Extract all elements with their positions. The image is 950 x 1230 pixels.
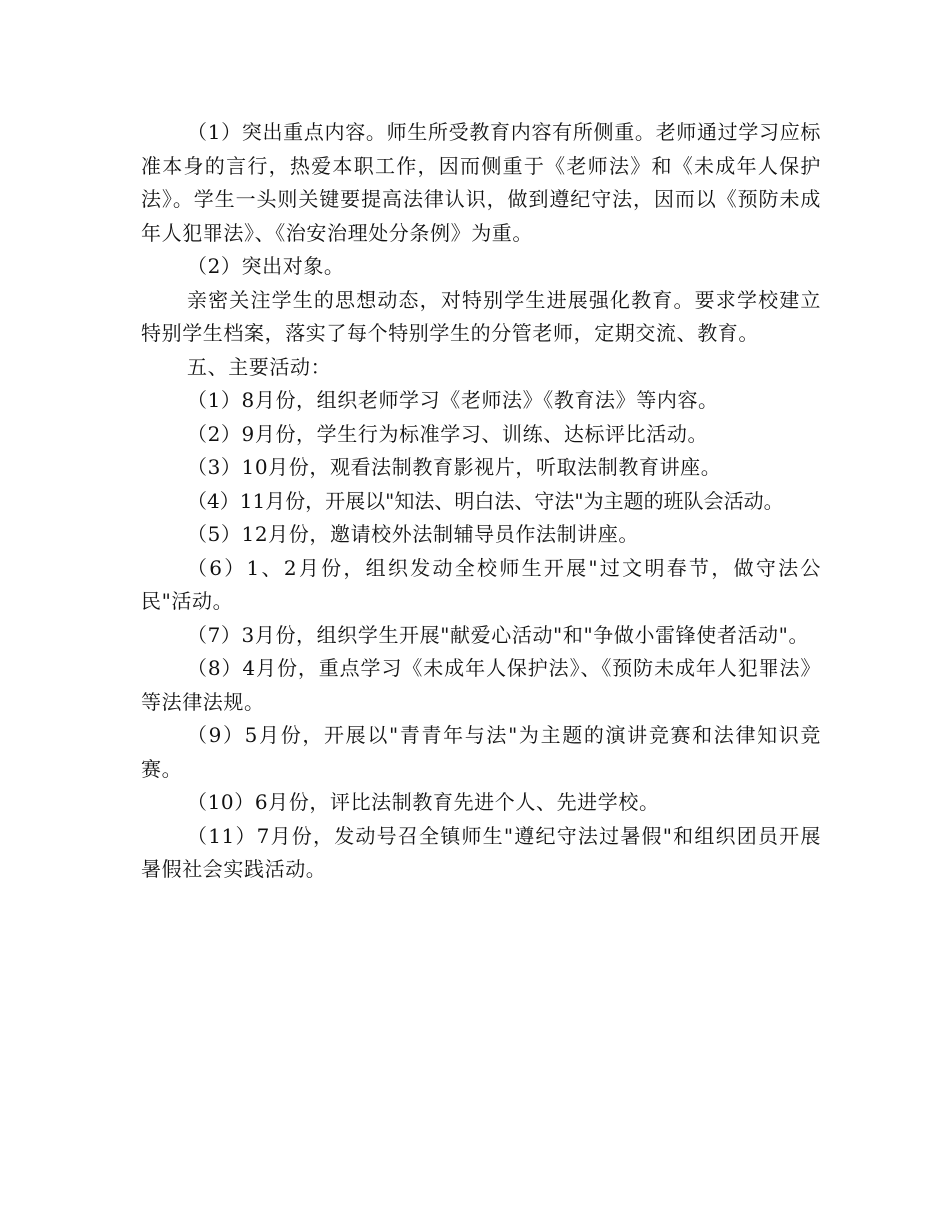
activity-item-december: （5）12月份，邀请校外法制辅导员作法制讲座。 <box>187 522 639 546</box>
activity-item-june: （10）6月份，评比法制教育先进个人、先进学校。 <box>187 790 660 814</box>
activity-item-september: （2）9月份，学生行为标准学习、训练、达标评比活动。 <box>187 421 709 446</box>
activity-item-april: （8）4月份，重点学习《未成年人保护法》、《预防未成年人犯罪法》等法律法规。 <box>141 656 821 714</box>
activity-item-july: （11）7月份，发动号召全镇师生"遵纪守法过暑假"和组织团员开展暑假社会实践活动。 <box>141 823 821 881</box>
paragraph-student-attention: 亲密关注学生的思想动态，对特别学生进展强化教育。要求学校建立特别学生档案，落实了每个特别学生的分管老师，定期交流、教育。 <box>141 287 821 345</box>
activity-item-november: （4）11月份，开展以"知法、明白法、守法"为主题的班队会活动。 <box>187 488 784 513</box>
activity-item-october: （3）10月份，观看法制教育影视片，听取法制教育讲座。 <box>187 455 722 479</box>
activity-item-march: （7）3月份，组织学生开展"献爱心活动"和"争做小雷锋使者活动"。 <box>187 622 810 647</box>
section-heading-main-activities: 五、主要活动： <box>187 354 332 379</box>
paragraph-focus-content: （1）突出重点内容。师生所受教育内容有所侧重。老师通过学习应标准本身的言行，热爱本职工作，因而侧重于《老师法》和《未成年人保护法》。学生一头则关键要提高法律认识，做到遵纪守法，因而以《预防未成年人犯罪法》、《治安治理处分条例》为重。 <box>141 120 821 245</box>
activity-item-may: （9）5月份，开展以"青青年与法"为主题的演讲竞赛和法律知识竞赛。 <box>141 723 821 781</box>
activity-item-august: （1）8月份，组织老师学习《老师法》《教育法》等内容。 <box>187 388 719 412</box>
activity-item-jan-feb: （6）1、2月份，组织发动全校师生开展"过文明春节，做守法公民"活动。 <box>141 555 821 613</box>
paragraph-focus-target-heading: （2）突出对象。 <box>187 254 345 278</box>
document-body <box>141 116 821 887</box>
